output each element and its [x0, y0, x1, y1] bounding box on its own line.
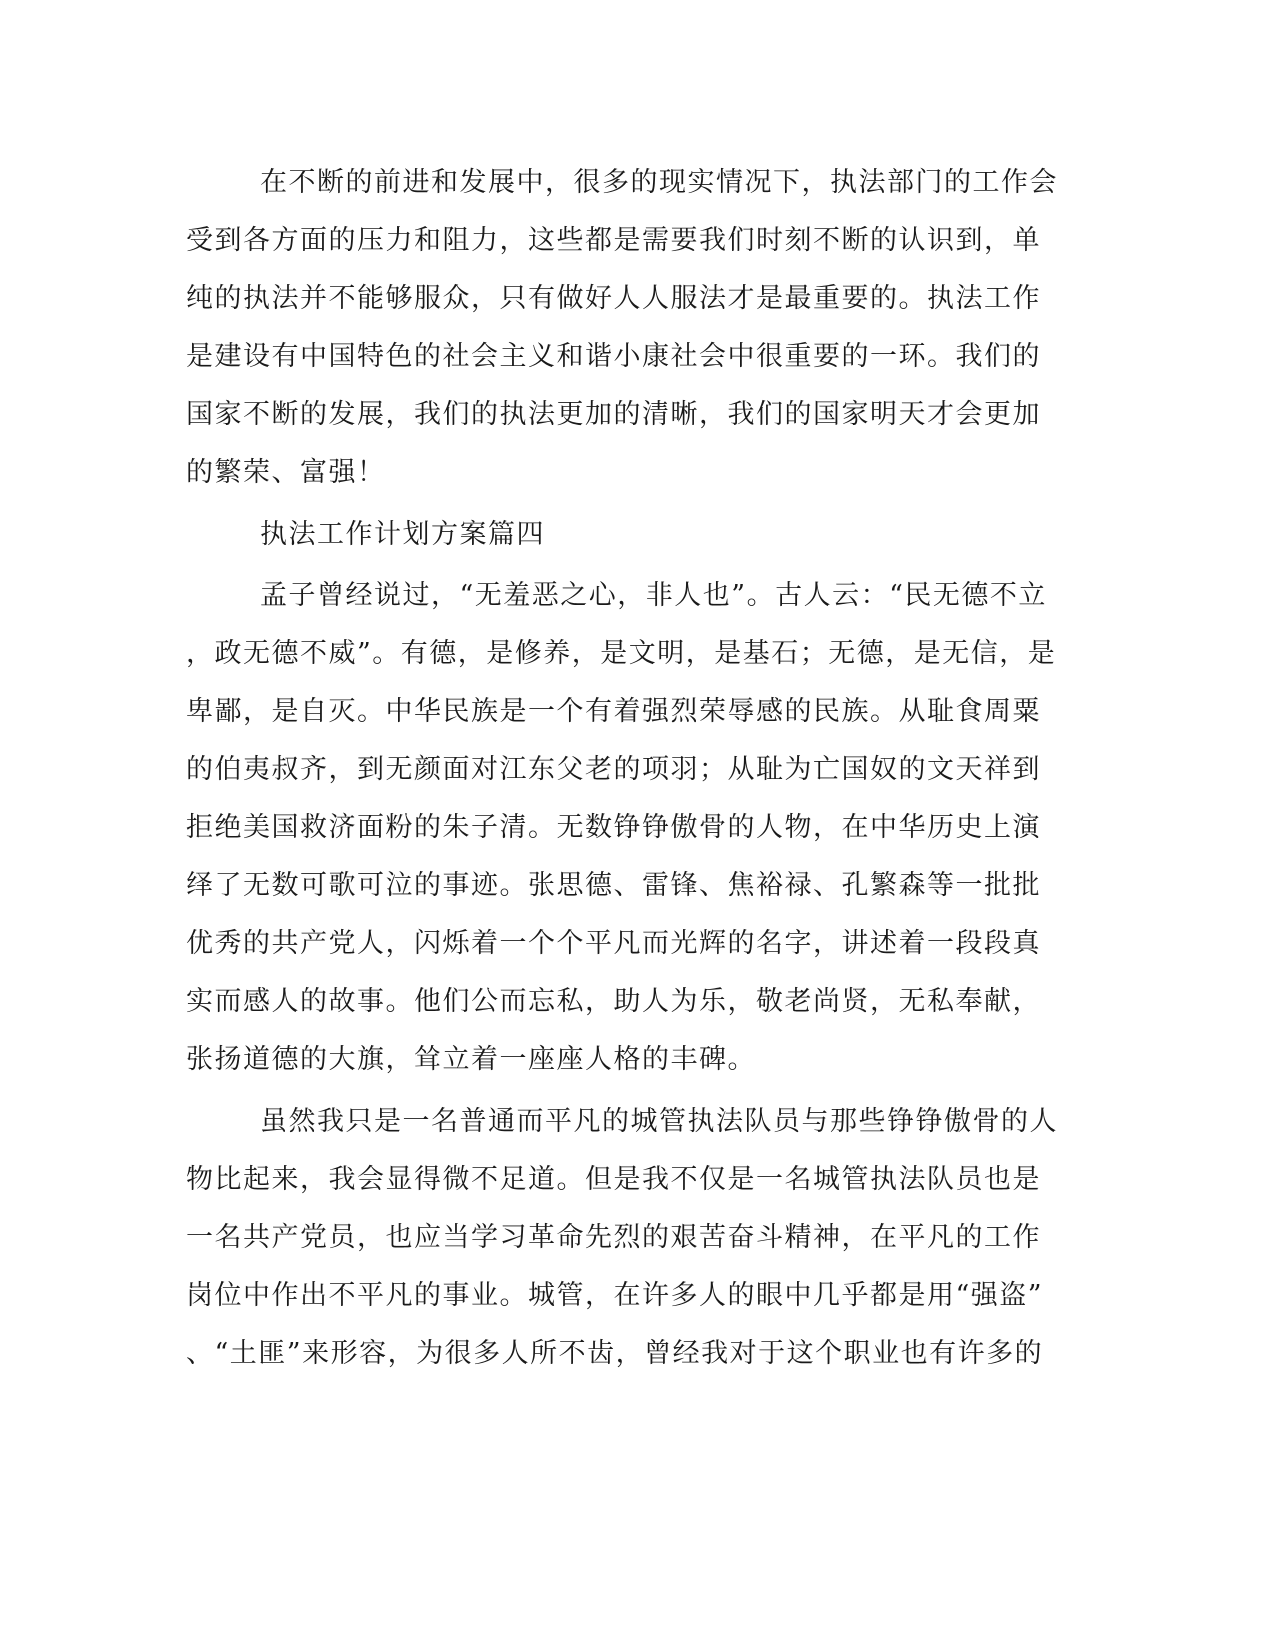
paragraph-3-line-4: 岗位中作出不平凡的事业。城管，在许多人的眼中几乎都是用“强盗”: [186, 1280, 1044, 1311]
paragraph-3-line-3: 一名共产党员，也应当学习革命先烈的艰苦奋斗精神，在平凡的工作: [186, 1222, 1041, 1253]
paragraph-1-line-6: 的繁荣、富强！: [186, 457, 386, 488]
paragraph-3-line-5: 、“土匪”来形容，为很多人所不齿，曾经我对于这个职业也有许多的: [186, 1338, 1044, 1369]
paragraph-3-line-1: 虽然我只是一名普通而平凡的城管执法队员与那些铮铮傲骨的人: [260, 1106, 1058, 1137]
paragraph-3-line-2: 物比起来，我会显得微不足道。但是我不仅是一名城管执法队员也是: [186, 1164, 1041, 1195]
paragraph-1-line-4: 是建设有中国特色的社会主义和谐小康社会中很重要的一环。我们的: [186, 341, 1041, 372]
paragraph-2-line-5: 拒绝美国救济面粉的朱子清。无数铮铮傲骨的人物，在中华历史上演: [186, 812, 1041, 843]
paragraph-2-line-1: 孟子曾经说过，“无羞恶之心，非人也”。古人云：“民无德不立: [260, 580, 1047, 611]
paragraph-2-line-2: ，政无德不威”。有德，是修养，是文明，是基石；无德，是无信，是: [186, 638, 1057, 669]
paragraph-2-line-6: 绎了无数可歌可泣的事迹。张思德、雷锋、焦裕禄、孔繁森等一批批: [186, 870, 1041, 901]
section-heading: 执法工作计划方案篇四: [260, 519, 545, 550]
paragraph-2-line-8: 实而感人的故事。他们公而忘私，助人为乐，敬老尚贤，无私奉献，: [186, 986, 1041, 1017]
paragraph-2-line-3: 卑鄙，是自灭。中华民族是一个有着强烈荣辱感的民族。从耻食周粟: [186, 696, 1041, 727]
paragraph-2-line-9: 张扬道德的大旗，耸立着一座座人格的丰碑。: [186, 1044, 756, 1075]
paragraph-2-line-4: 的伯夷叔齐，到无颜面对江东父老的项羽；从耻为亡国奴的文天祥到: [186, 754, 1041, 785]
paragraph-1-line-5: 国家不断的发展，我们的执法更加的清晰，我们的国家明天才会更加: [186, 399, 1041, 430]
paragraph-2-line-7: 优秀的共产党人，闪烁着一个个平凡而光辉的名字，讲述着一段段真: [186, 928, 1041, 959]
paragraph-1-line-2: 受到各方面的压力和阻力，这些都是需要我们时刻不断的认识到，单: [186, 225, 1041, 256]
paragraph-1-line-3: 纯的执法并不能够服众，只有做好人人服法才是最重要的。执法工作: [186, 283, 1041, 314]
paragraph-1-line-1: 在不断的前进和发展中，很多的现实情况下，执法部门的工作会: [260, 167, 1058, 198]
